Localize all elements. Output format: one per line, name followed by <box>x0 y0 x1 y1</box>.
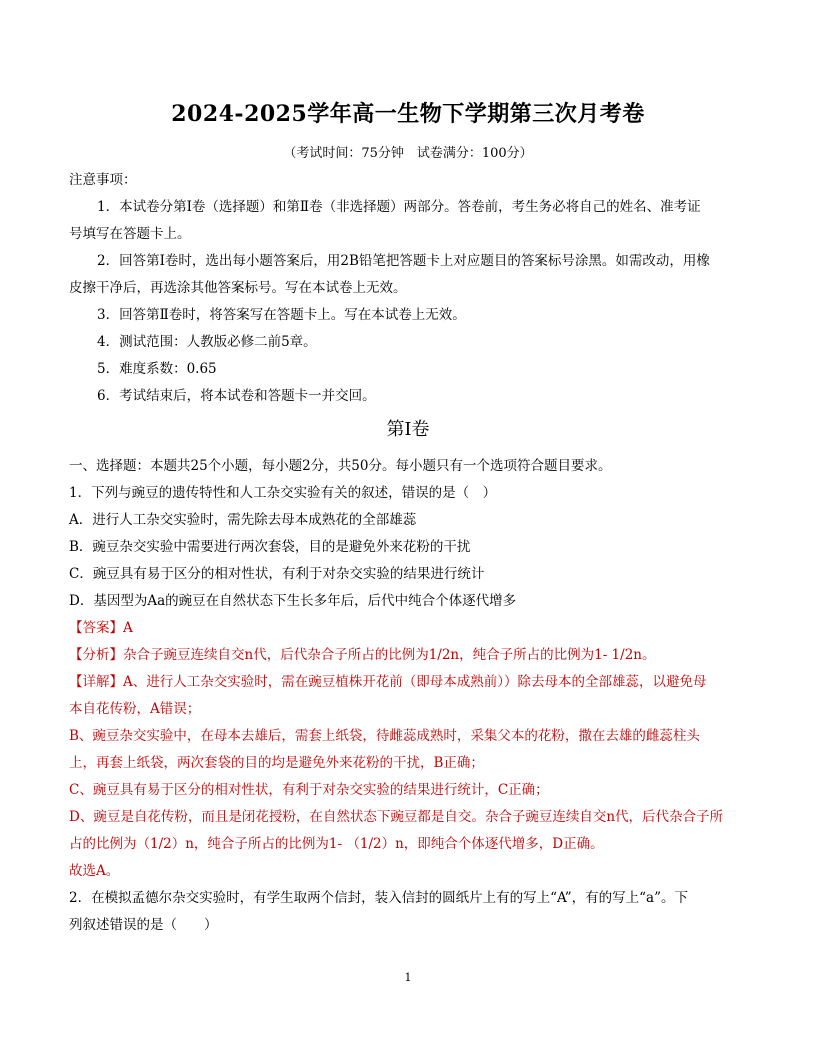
analysis-text: 杂合子豌豆连续自交n代，后代杂合子所占的比例为1/2n，纯合子所占的比例为1- 1/2n。 <box>123 647 656 663</box>
q1-analysis <box>69 646 759 664</box>
q1-detail-4: D、豌豆是自花传粉，而且是闭花授粉，在自然状态下豌豆都是自交。杂合子豌豆连续自交n代，后代杂合子所 <box>69 809 724 825</box>
q1-detail-1-cont: 本自花传粉，A错误； <box>69 701 201 717</box>
q1-detail-4-cont: 占的比例为（1/2）n，纯合子所占的比例为1- （1/2）n，即纯合个体逐代增多，D正确。 <box>69 836 604 852</box>
q1-detail-2-cont: 上，再套上纸袋，两次套袋的目的均是避免外来花粉的干扰，B正确； <box>69 755 484 771</box>
q2-stem: 2．在模拟孟德尔杂交实验时，有学生取两个信封，装入信封的圆纸片上有的写上“A”，有的写上“a”。下 <box>69 890 689 906</box>
page-number: 1 <box>404 971 412 984</box>
exam-title: 2024-2025学年高一生物下学期第三次月考卷 <box>171 101 645 127</box>
q1-option-d: D．基因型为Aa的豌豆在自然状态下生长多年后，后代中纯合个体逐代增多 <box>69 593 517 609</box>
section-intro: 一、选择题：本题共25个小题，每小题2分，共50分。每小题只有一个选项符合题目要求。 <box>69 458 612 474</box>
note-2: 2．回答第Ⅰ卷时，选出每小题答案后，用2B铅笔把答题卡上对应题目的答案标号涂黑。如需改动，用橡 <box>97 253 710 269</box>
note-3: 3．回答第Ⅱ卷时，将答案写在答题卡上。写在本试卷上无效。 <box>97 307 466 323</box>
section-title: 第Ⅰ卷 <box>386 419 430 440</box>
notes-heading: 注意事项： <box>69 172 137 188</box>
q1-answer: 【答案】A <box>69 620 133 636</box>
q1-detail-1 <box>69 673 759 691</box>
q1-detail-2: B、豌豆杂交实验中，在母本去雄后，需套上纸袋，待雌蕊成熟时，采集父本的花粉，撒在去雄的雌蕊柱头 <box>69 728 700 744</box>
note-1: 1．本试卷分第Ⅰ卷（选择题）和第Ⅱ卷（非选择题）两部分。答卷前，考生务必将自己的姓名、准考证 <box>97 199 701 215</box>
note-6: 6．考试结束后，将本试卷和答题卡一并交回。 <box>97 388 376 404</box>
q1-final: 故选A。 <box>69 863 120 879</box>
note-2-cont: 皮擦干净后，再选涂其他答案标号。写在本试卷上无效。 <box>69 280 407 296</box>
detail-1-text: A、进行人工杂交实验时，需在豌豆植株开花前（即母本成熟前））除去母本的全部雄蕊，以避免母 <box>123 674 707 690</box>
analysis-tag: 【分析】 <box>69 647 123 663</box>
q1-stem: 1．下列与豌豆的遗传特性和人工杂交实验有关的叙述，错误的是（ ） <box>69 485 497 501</box>
note-4: 4．测试范围：人教版必修二前5章。 <box>97 334 317 350</box>
exam-subtitle: （考试时间：75分钟 试卷满分：100分） <box>283 146 533 161</box>
q1-detail-3: C、豌豆具有易于区分的相对性状，有利于对杂交实验的结果进行统计，C正确； <box>69 782 549 798</box>
note-1-cont: 号填写在答题卡上。 <box>69 226 191 242</box>
note-5: 5．难度系数：0.65 <box>97 361 217 377</box>
q1-option-c: C．豌豆具有易于区分的相对性状，有利于对杂交实验的结果进行统计 <box>69 566 485 582</box>
detail-tag: 【详解】 <box>69 674 123 690</box>
q1-option-b: B．豌豆杂交实验中需要进行两次套袋，目的是避免外来花粉的干扰 <box>69 539 471 555</box>
q1-option-a: A．进行人工杂交实验时，需先除去母本成熟花的全部雄蕊 <box>69 512 417 528</box>
q2-stem-cont: 列叙述错误的是（ ） <box>69 917 218 933</box>
